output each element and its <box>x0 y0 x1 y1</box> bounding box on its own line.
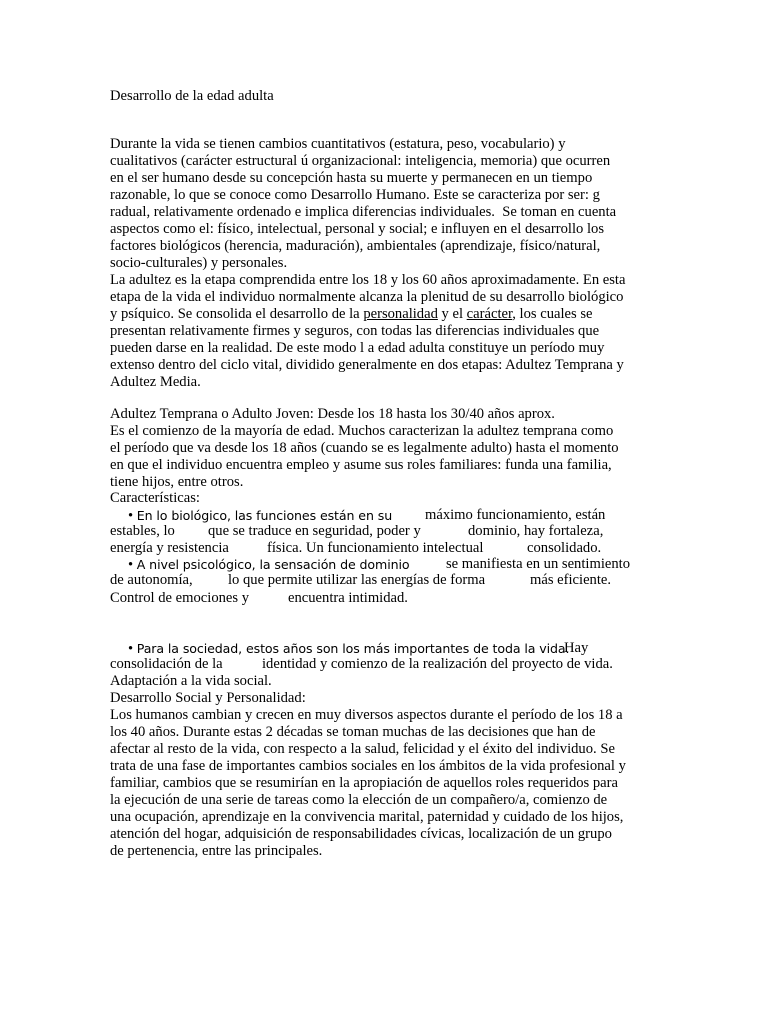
bullet-text: más eficiente. <box>530 572 612 588</box>
paragraph-line: etapa de la vida el individuo normalmente alcanza la plenitud de su desarrollo biológico <box>110 289 624 305</box>
paragraph-line: en que el individuo encuentra empleo y asume sus roles familiares: funda una familia, <box>110 457 612 473</box>
text-segment: y el <box>437 306 467 322</box>
bullet-text: lo que permite utilizar las energías de forma <box>228 572 486 588</box>
paragraph-line: radual, relativamente ordenado e implica diferencias individuales. Se toman en cuenta <box>110 204 617 220</box>
bullet-lead-text: Para la sociedad, estos años son los más importantes de toda la vida. <box>136 641 570 656</box>
bullet-text: identidad y comienzo de la realización del proyecto de vida. <box>262 656 613 672</box>
paragraph-line: Es el comienzo de la mayoría de edad. Muchos caracterizan la adultez temprana como <box>110 423 614 439</box>
paragraph-line: tiene hijos, entre otros. <box>110 474 244 490</box>
bullet-text: energía y resistencia <box>110 540 229 556</box>
paragraph-line: La adultez es la etapa comprendida entre los 18 y los 60 años aproximadamente. En esta <box>110 272 626 288</box>
paragraph-line: cualitativos (carácter estructural ú organizacional: inteligencia, memoria) que ocurren <box>110 153 611 169</box>
paragraph-line <box>110 306 593 323</box>
bullet-lead-text: En lo biológico, las funciones están en su <box>136 508 393 523</box>
bullet-text: que se traduce en seguridad, poder y <box>208 523 421 539</box>
bullet-text: consolidado. <box>527 540 602 556</box>
bullet-icon: • <box>128 641 134 657</box>
paragraph-line: Adultez Media. <box>110 374 201 390</box>
paragraph-line: aspectos como el: físico, intelectual, personal y social; e influyen en el desarrollo los <box>110 221 605 237</box>
caracter-link[interactable]: carácter <box>466 306 513 322</box>
bullet-text: encuentra intimidad. <box>288 590 408 606</box>
text-segment: y psíquico. Se consolida el desarrollo de la <box>110 306 364 322</box>
paragraph-line: la ejecución de una serie de tareas como la elección de un compañero/a, comienzo de <box>110 792 608 808</box>
bullet-lead-text: A nivel psicológico, la sensación de dominio <box>136 557 410 572</box>
paragraph-line: Adultez Temprana o Adulto Joven: Desde los 18 hasta los 30/40 años aprox. <box>110 406 555 422</box>
bullet-text: consolidación de la <box>110 656 223 672</box>
bullet-text: de autonomía, <box>110 572 193 588</box>
characteristics-label: Características: <box>110 490 200 506</box>
bullet-text: física. Un funcionamiento intelectual <box>267 540 484 556</box>
paragraph-line: afectar al resto de la vida, con respecto a la salud, felicidad y el éxito del individuo. Se <box>110 741 615 757</box>
paragraph-line: Los humanos cambian y crecen en muy diversos aspectos durante el período de los 18 a <box>110 707 623 723</box>
paragraph-line: de pertenencia, entre las principales. <box>110 843 323 859</box>
paragraph-line: familiar, cambios que se resumirían en la apropiación de aquellos roles requeridos para <box>110 775 618 791</box>
paragraph-line: el período que va desde los 18 años (cuando se es legalmente adulto) hasta el momento <box>110 440 619 456</box>
bullet-text: se manifiesta en un sentimiento <box>446 556 630 572</box>
bullet-text: estables, lo <box>110 523 175 539</box>
bullet-text: máximo funcionamiento, están <box>425 507 606 523</box>
paragraph-line: factores biológicos (herencia, maduración), ambientales (aprendizaje, físico/natural, <box>110 238 601 254</box>
section-heading: Desarrollo Social y Personalidad: <box>110 690 306 706</box>
bullet-text: Hay <box>564 640 589 656</box>
bullet-text: Adaptación a la vida social. <box>110 673 272 689</box>
paragraph-line: pueden darse en la realidad. De este modo l a edad adulta constituye un período muy <box>110 340 605 356</box>
personalidad-link[interactable]: personalidad <box>363 306 438 322</box>
paragraph-line: en el ser humano desde su concepción hasta su muerte y permanecen en un tiempo <box>110 170 593 186</box>
text-segment: , los cuales se <box>512 306 593 322</box>
paragraph-line: socio-culturales) y personales. <box>110 255 288 271</box>
paragraph-line: una ocupación, aprendizaje en la convivencia marital, paternidad y cuidado de los hijos, <box>110 809 624 825</box>
document-title: Desarrollo de la edad adulta <box>110 88 274 104</box>
bullet-icon: • <box>128 508 134 524</box>
paragraph-line: presentan relativamente firmes y seguros, con todas las diferencias individuales que <box>110 323 600 339</box>
bullet-icon: • <box>128 557 134 573</box>
paragraph-line: extenso dentro del ciclo vital, dividido generalmente en dos etapas: Adultez Temprana y <box>110 357 624 373</box>
paragraph-line: Durante la vida se tienen cambios cuantitativos (estatura, peso, vocabulario) y <box>110 136 566 152</box>
paragraph-line: razonable, lo que se conoce como Desarrollo Humano. Este se caracteriza por ser: g <box>110 187 600 203</box>
paragraph-line: los 40 años. Durante estas 2 décadas se toman muchas de las decisiones que han de <box>110 724 596 740</box>
bullet-text: Control de emociones y <box>110 590 250 606</box>
paragraph-line: atención del hogar, adquisición de responsabilidades cívicas, localización de un grupo <box>110 826 612 842</box>
bullet-text: dominio, hay fortaleza, <box>468 523 604 539</box>
paragraph-line: trata de una fase de importantes cambios sociales en los ámbitos de la vida profesional y <box>110 758 626 774</box>
